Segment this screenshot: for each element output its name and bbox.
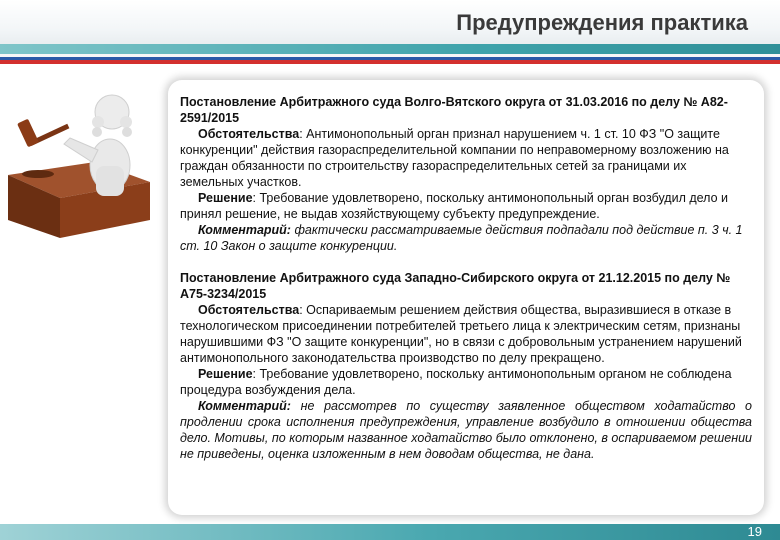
case1-decision <box>180 190 752 222</box>
case2-title: Постановление Арбитражного суда Западно-Сибирского округа от 21.12.2015 по делу № А75-3234/2015 <box>180 271 731 301</box>
case2-circumstances-label: Обстоятельства <box>198 303 300 317</box>
case2-decision <box>180 366 752 398</box>
case1-circumstances <box>180 126 752 190</box>
case2-comment-text: не рассмотрев по существу заявленное обществом ходатайство о продлении срока исполнения предупреждения, управление возбудило в отношении общества дело. Мотивы, по которым названное ходатайство было отклонено, в оспариваемом решении не приведены, оценка изложенным в нем доводам общества, не дана. <box>180 399 752 461</box>
case1-circumstances-label: Обстоятельства <box>198 127 300 141</box>
slide-title: Предупреждения практика <box>456 10 748 35</box>
case1-circumstances-text: : Антимонопольный орган признал нарушением ч. 1 ст. 10 ФЗ "О защите конкуренции" действия газораспределительной компании по неправомерному возложению на граждан обязанности по строительству газораспределительных сетей за границами их земельных участков. <box>180 127 729 189</box>
case2-comment <box>180 398 752 462</box>
case2-decision-text: : Требование удовлетворено, поскольку антимонопольным органом не соблюдена процедура возбуждения дела. <box>180 367 732 397</box>
case2-circumstances <box>180 302 752 366</box>
case1-decision-text: : Требование удовлетворено, поскольку антимонопольный орган возбудил дело и принял решение, не выдав хозяйствующему субъекту предупреждение. <box>180 191 729 221</box>
case2-circumstances-text: : Оспариваемым решением действия общества, выразившиеся в отказе в технологическом присоединении потребителей третьего лица к электрическим сетям, признаны нарушившими ФЗ "О защите конкуренции", но в связи с добровольным устранением нарушений антимонопольного законодательства производство по делу прекращено. <box>180 303 742 365</box>
page-number: 19 <box>747 524 762 539</box>
case1-decision-label: Решение <box>198 191 253 205</box>
judge-illustration <box>0 70 175 240</box>
slide-footer <box>0 524 780 540</box>
header-accent-stripe <box>0 44 780 54</box>
case1-comment-text: фактически рассматриваемые действия подпадали под действие п. 3 ч. 1 ст. 10 Закон о защите конкуренции. <box>180 223 743 253</box>
case2-decision-label: Решение <box>198 367 253 381</box>
case1-comment-label: Комментарий: <box>198 223 291 237</box>
flag-stripes <box>0 54 780 64</box>
case1-comment <box>180 222 752 254</box>
case2-comment-label: Комментарий: <box>198 399 291 413</box>
case1-title: Постановление Арбитражного суда Волго-Вятского округа от 31.03.2016 по делу № А82-2591/2015 <box>180 95 728 125</box>
content-body <box>180 94 752 462</box>
